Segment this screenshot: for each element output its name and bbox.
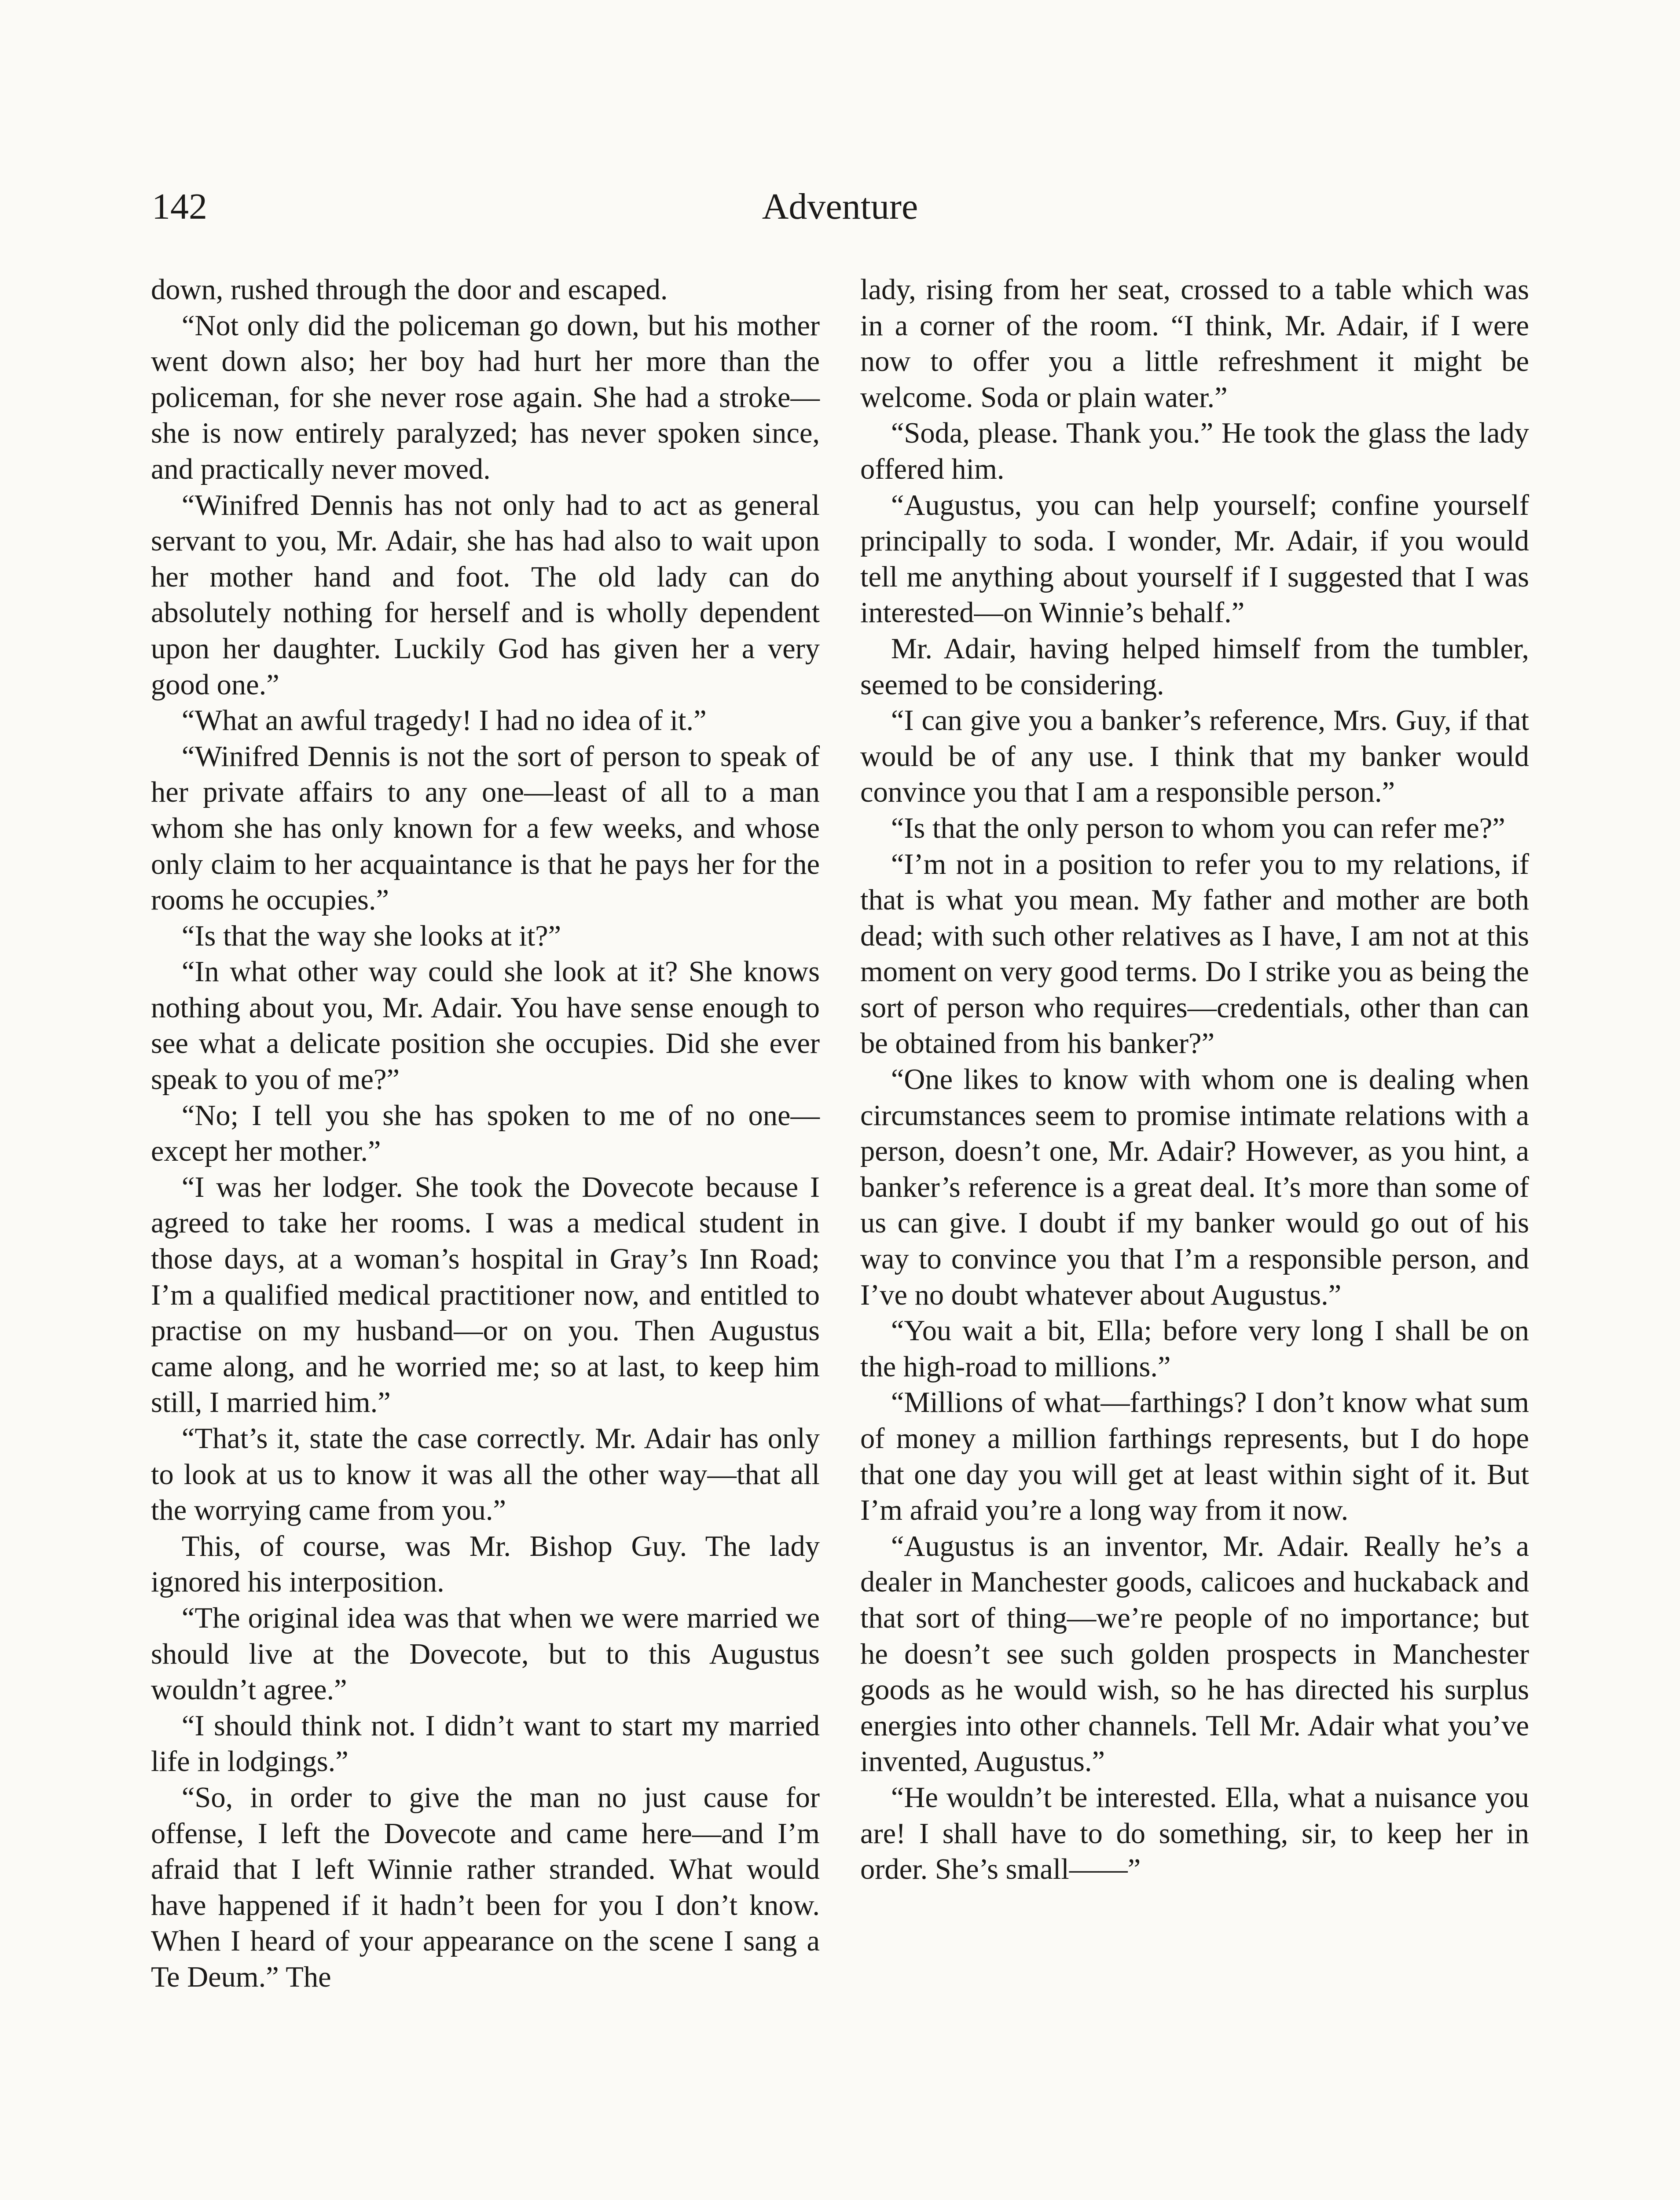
paragraph: “One likes to know with whom one is dealing when circumstances seem to promise intimate relations with a person, doesn’t one, Mr. Adair? However, as you hint, a banker’s reference is a great deal. It’s more than some of us can give. I doubt if my banker would go out of his way to convince you that I’m a responsible person, and I’ve no doubt whatever about Augustus.” [860,1063,1529,1311]
paragraph: “I should think not. I didn’t want to start my married life in lodgings.” [151,1709,820,1778]
page-header [0,180,1680,233]
paragraph: “What an awful tragedy! I had no idea of it.” [181,704,707,737]
paragraph: Mr. Adair, having helped himself from the tumbler, seemed to be considering. [860,632,1529,701]
paragraph: “Augustus, you can help yourself; confine yourself principally to soda. I wonder, Mr. Adair, if you would tell me anything about yourself if I suggested that I was interested—on Winnie’s behalf.” [860,489,1529,629]
paragraph: This, of course, was Mr. Bishop Guy. The lady ignored his interposition. [151,1530,820,1599]
page-number: 142 [152,186,207,227]
paragraph: “That’s it, state the case correctly. Mr. Adair has only to look at us to know it was all the other way—that all the worrying came from you.” [151,1423,820,1527]
running-head: Adventure [762,186,918,227]
paragraph: down, rushed through the door and escaped. [151,274,668,306]
paragraph: “I was her lodger. She took the Dovecote because I agreed to take her rooms. I was a medical student in those days, at a woman’s hospital in Gray’s Inn Road; I’m a qualified medical practitioner now, and entitled to practise on my husband—or on you. Then Augustus came along, and he worried me; so at last, to keep him still, I married him.” [151,1171,820,1419]
paragraph: “In what other way could she look at it? She knows nothing about you, Mr. Adair. You have sense enough to see what a delicate position she occupies. Did she ever speak to you of me?” [151,956,820,1096]
paragraph: “I can give you a banker’s reference, Mrs. Guy, if that would be of any use. I think that my banker would convince you that I am a responsible person.” [860,704,1529,809]
paragraph: “Not only did the policeman go down, but his mother went down also; her boy had hurt her more than the policeman, for she never rose again. She had a stroke—she is now entirely paralyzed; has never spoken since, and practically never moved. [151,309,820,485]
paragraph: “Augustus is an inventor, Mr. Adair. Really he’s a dealer in Manchester goods, calicoes and huckaback and that sort of thing—we’re people of no importance; but he doesn’t see such golden prospects in Manchester goods as he would wish, so he has directed his surplus energies into other channels. Tell Mr. Adair what you’ve invented, Augustus.” [860,1530,1529,1778]
left-column [151,272,820,1995]
paragraph: “Millions of what—farthings? I don’t know what sum of money a million farthings represents, but I do hope that one day you will get at least within sight of it. But I’m afraid you’re a long way from it now. [860,1386,1529,1527]
paragraph: “The original idea was that when we were married we should live at the Dovecote, but to this Augustus wouldn’t agree.” [151,1602,820,1706]
paragraph: “Winifred Dennis is not the sort of person to speak of her private affairs to any one—least of all to a man whom she has only known for a few weeks, and whose only claim to her acquaintance is that he pays her for the rooms he occupies.” [151,740,820,917]
paragraph: “Is that the way she looks at it?” [181,920,561,952]
right-column [860,272,1529,1888]
paragraph: “I’m not in a position to refer you to my relations, if that is what you mean. My father and mother are both dead; with such other relatives as I have, I am not at this moment on very good terms. Do I strike you as being the sort of person who requires—credentials, other than can be obtained from his banker?” [860,848,1529,1060]
paragraph: “Soda, please. Thank you.” He took the glass the lady offered him. [860,417,1529,485]
paragraph: “So, in order to give the man no just cause for offense, I left the Dovecote and came here—and I’m afraid that I left Winnie rather stranded. What would have happened if it hadn’t been for you I don’t know. When I heard of your appearance on the scene I sang a Te Deum.” The [151,1781,820,1993]
paragraph: lady, rising from her seat, crossed to a table which was in a corner of the room. “I think, Mr. Adair, if I were now to offer you a little refreshment it might be welcome. Soda or plain water.” [860,274,1529,414]
paragraph: “He wouldn’t be interested. Ella, what a nuisance you are! I shall have to do something, sir, to keep her in order. She’s small——” [860,1781,1529,1886]
paragraph: “No; I tell you she has spoken to me of no one—except her mother.” [151,1099,820,1168]
paragraph: “You wait a bit, Ella; before very long I shall be on the high-road to millions.” [860,1315,1529,1383]
paragraph: “Is that the only person to whom you can refer me?” [891,812,1505,844]
paragraph: “Winifred Dennis has not only had to act as general servant to you, Mr. Adair, she has had also to wait upon her mother hand and foot. The old lady can do absolutely nothing for herself and is wholly dependent upon her daughter. Luckily God has given her a very good one.” [151,489,820,701]
